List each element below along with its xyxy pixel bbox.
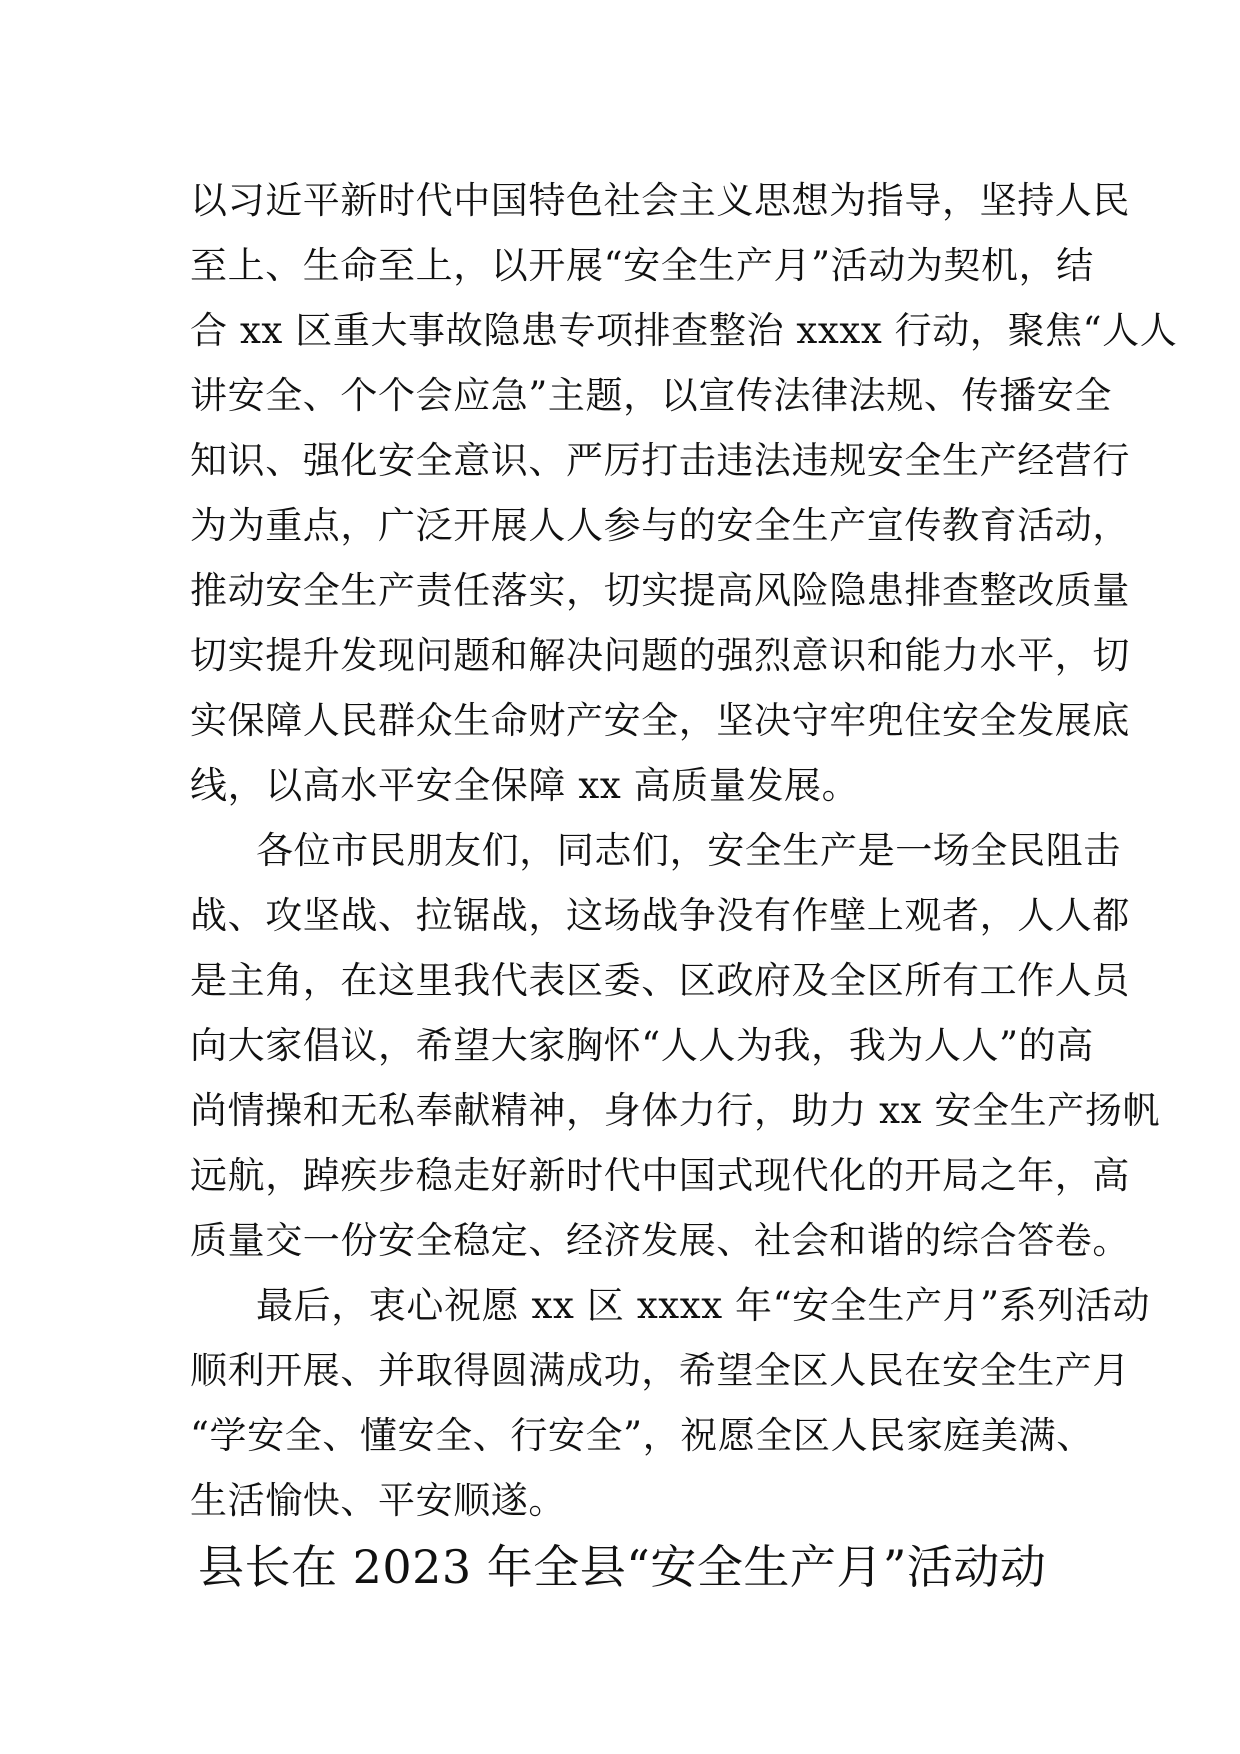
text-line: 生活愉快、平安顺遂。 bbox=[190, 1479, 566, 1522]
text-line: 各位市民朋友们，同志们，安全生产是一场全民阻击 bbox=[256, 829, 1121, 872]
text-line: 推动安全生产责任落实，切实提高风险隐患排查整改质量 bbox=[190, 569, 1130, 612]
text-line: 向大家倡议，希望大家胸怀“人人为我，我为人人”的高 bbox=[190, 1024, 1094, 1067]
text-line: 顺利开展、并取得圆满成功，希望全区人民在安全生产月 bbox=[190, 1349, 1130, 1392]
text-line: 是主角，在这里我代表区委、区政府及全区所有工作人员 bbox=[190, 959, 1130, 1002]
text-line: 尚情操和无私奉献精神，身体力行，助力 xx 安全生产扬帆 bbox=[190, 1089, 1161, 1132]
text-line: 切实提升发现问题和解决问题的强烈意识和能力水平，切 bbox=[190, 634, 1130, 677]
text-line: 最后，衷心祝愿 xx 区 xxxx 年“安全生产月”系列活动 bbox=[256, 1284, 1151, 1327]
text-line: 以习近平新时代中国特色社会主义思想为指导，坚持人民 bbox=[190, 179, 1130, 222]
text-line: “学安全、懂安全、行安全”，祝愿全区人民家庭美满、 bbox=[190, 1414, 1094, 1457]
text-line: 至上、生命至上，以开展“安全生产月”活动为契机，结 bbox=[190, 244, 1094, 287]
text-line: 线，以高水平安全保障 xx 高质量发展。 bbox=[190, 764, 860, 807]
text-line: 讲安全、个个会应急”主题，以宣传法律法规、传播安全 bbox=[190, 374, 1112, 417]
text-line: 实保障人民群众生命财产安全，坚决守牢兜住安全发展底 bbox=[190, 699, 1130, 742]
text-line: 远航，踔疾步稳走好新时代中国式现代化的开局之年，高 bbox=[190, 1154, 1130, 1197]
text-line: 质量交一份安全稳定、经济发展、社会和谐的综合答卷。 bbox=[190, 1219, 1130, 1262]
paragraph-1 bbox=[190, 168, 1178, 818]
paragraph-2 bbox=[190, 818, 1161, 1273]
text-line: 知识、强化安全意识、严厉打击违法违规安全生产经营行 bbox=[190, 439, 1130, 482]
text-line: 战、攻坚战、拉锯战，这场战争没有作壁上观者，人人都 bbox=[190, 894, 1130, 937]
next-article-heading: 县长在 2023 年全县“安全生产月”活动动 bbox=[198, 1540, 1047, 1594]
document-body bbox=[190, 168, 1178, 1533]
text-line: 为为重点，广泛开展人人参与的安全生产宣传教育活动， bbox=[190, 504, 1130, 547]
paragraph-3 bbox=[190, 1273, 1151, 1533]
text-line: 合 xx 区重大事故隐患专项排查整治 xxxx 行动，聚焦“人人 bbox=[190, 309, 1178, 352]
